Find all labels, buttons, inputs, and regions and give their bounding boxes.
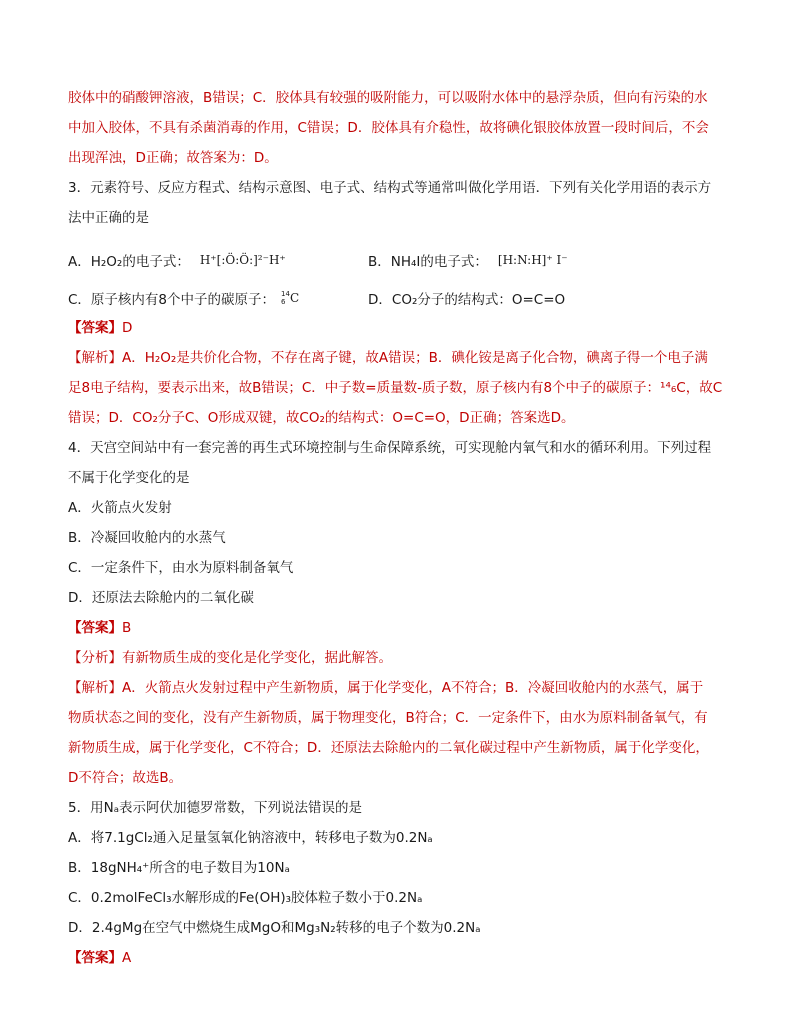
q5-answer: [68, 948, 728, 968]
q4-analysis-line-4: D不符合；故选B。: [68, 770, 183, 786]
q3-stem-line-2: 法中正确的是: [68, 210, 149, 226]
q3-option-b-label: B．NH₄I的电子式：: [368, 254, 488, 270]
q4-analysis-line-2: 物质状态之间的变化，没有产生新物质，属于物理变化，B符合；C．一定条件下，由水为原料制备氧气，有: [68, 710, 708, 726]
q5-option-b: B．18gNH₄⁺所含的电子数目为10Nₐ: [68, 860, 290, 876]
nh4i-electron-formula: [H:N:H]⁺ I⁻: [497, 253, 568, 267]
carbon-atomic-number: 6: [281, 298, 286, 306]
intro-line-3: 出现浑浊，D正确；故答案为：D。: [68, 150, 278, 166]
carbon-mass-number: 14: [281, 290, 290, 298]
q3-analysis-line-3: 错误；D．CO₂分子C、O形成双键，故CO₂的结构式：O=C=O，D正确；答案选D。: [68, 410, 575, 426]
q4-option-d: D．还原法去除舱内的二氧化碳: [68, 590, 254, 606]
q3-answer-value: D: [122, 320, 133, 336]
carbon-isotope-numbers: [281, 290, 290, 306]
document-page: [68, 88, 728, 978]
q3-stem-line-1: 3．元素符号、反应方程式、结构示意图、电子式、结构式等通常叫做化学用语．下列有关化学用语的表示方: [68, 180, 712, 196]
q4-analysis-line-1: 【解析】A．火箭点火发射过程中产生新物质，属于化学变化，A不符合；B．冷凝回收舱内的水蒸气，属于: [68, 680, 704, 696]
q4-fenxi: 【分析】有新物质生成的变化是化学变化，据此解答。: [68, 650, 392, 666]
q3-analysis-line-1: 【解析】A．H₂O₂是共价化合物，不存在离子键，故A错误；B．碘化铵是离子化合物，碘离子得一个电子满: [68, 350, 708, 366]
q3-options-ab: [68, 250, 728, 270]
q3-option-a: [68, 250, 336, 270]
q3-option-d: D．CO₂分子的结构式：O=C=O: [368, 292, 566, 308]
q3-option-c-label: C．原子核内有8个中子的碳原子：: [68, 292, 276, 308]
q3-analysis-line-2: 足8电子结构，要表示出来，故B错误；C．中子数=质量数-质子数，原子核内有8个中子的碳原子：¹⁴₆C，故C: [68, 380, 723, 396]
q5-answer-tag: 【答案】: [68, 950, 122, 966]
q5-stem: 5．用Nₐ表示阿伏加德罗常数，下列说法错误的是: [68, 800, 362, 816]
q4-analysis-line-3: 新物质生成，属于化学变化，C不符合；D．还原法去除舱内的二氧化碳过程中产生新物质，属于化学变化，: [68, 740, 709, 756]
intro-line-2: 中加入胶体，不具有杀菌消毒的作用，C错误；D．胶体具有介稳性，故将碘化银胶体放置一段时间后，不会: [68, 120, 709, 136]
q4-answer-value: B: [122, 620, 132, 636]
q3-option-b: [368, 250, 568, 270]
q4-option-a: A．火箭点火发射: [68, 500, 172, 516]
q5-option-c: C．0.2molFeCl₃水解形成的Fe(OH)₃胶体粒子数小于0.2Nₐ: [68, 890, 423, 906]
q5-option-a: A．将7.1gCl₂通入足量氢氧化钠溶液中，转移电子数为0.2Nₐ: [68, 830, 433, 846]
q4-answer: [68, 618, 728, 638]
q3-option-c: [68, 288, 336, 308]
q4-stem-line-2: 不属于化学变化的是: [68, 470, 190, 486]
q5-answer-value: A: [122, 950, 132, 966]
q3-answer: [68, 318, 728, 338]
q4-stem-line-1: 4．天宫空间站中有一套完善的再生式环境控制与生命保障系统，可实现舱内氧气和水的循环利用。下列过程: [68, 440, 712, 456]
carbon-symbol: C: [289, 291, 300, 305]
q3-answer-tag: 【答案】: [68, 320, 122, 336]
intro-line-1: 胶体中的硝酸钾溶液，B错误；C．胶体具有较强的吸附能力，可以吸附水体中的悬浮杂质，但向有污染的水: [68, 90, 708, 106]
q3-options-cd: [68, 288, 728, 308]
q4-answer-tag: 【答案】: [68, 620, 122, 636]
q3-option-a-label: A．H₂O₂的电子式：: [68, 254, 190, 270]
q4-option-c: C．一定条件下，由水为原料制备氧气: [68, 560, 294, 576]
h2o2-electron-formula: H⁺[:Ö:Ö:]²⁻H⁺: [199, 253, 286, 267]
q4-option-b: B．冷凝回收舱内的水蒸气: [68, 530, 226, 546]
q5-option-d: D．2.4gMg在空气中燃烧生成MgO和Mg₃N₂转移的电子个数为0.2Nₐ: [68, 920, 481, 936]
